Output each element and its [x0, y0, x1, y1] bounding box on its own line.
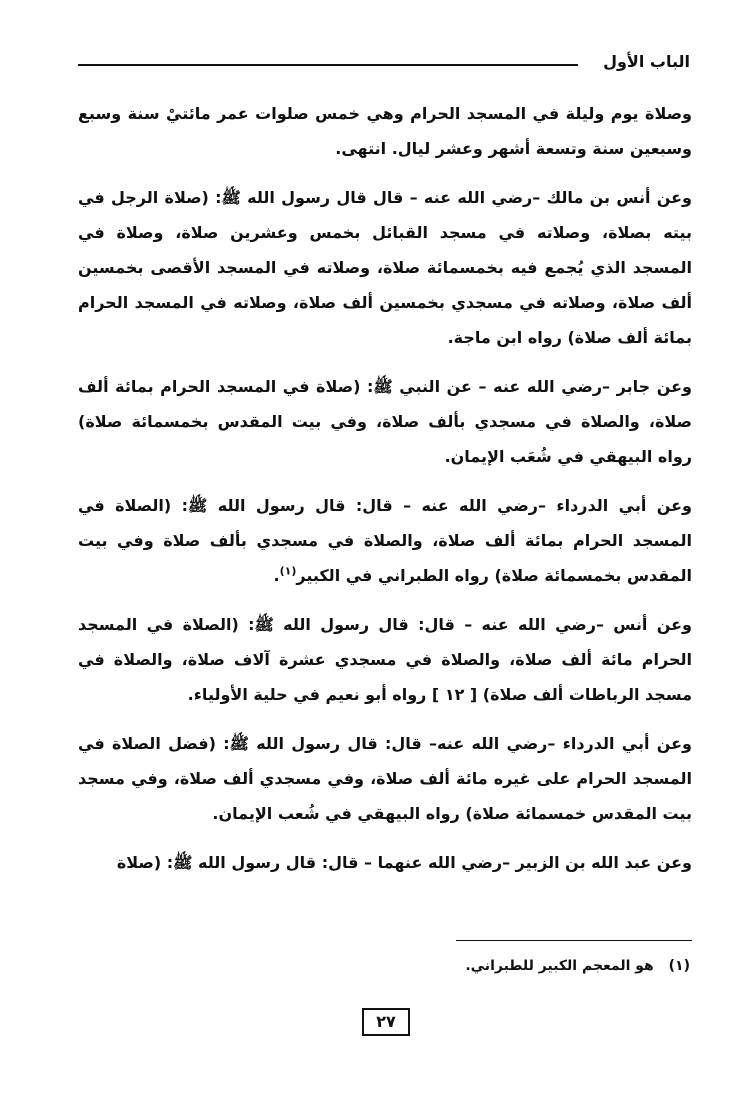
footnote-number: (١): [668, 958, 690, 974]
paragraph-text: وعن أبي الدرداء –رضي الله عنه – قال: قال رسول الله ﷺ: (الصلاة في المسجد الحرام بمائة ألف صلاة، والصلاة في مسجدي بألف صلاة وفي بيت المقدس بخمسمائة صلاة) رواه الطبراني في الكبير: [78, 496, 692, 585]
footnote-separator: [456, 940, 692, 941]
paragraph: وعن أنس بن مالك –رضي الله عنه – قال قال رسول الله ﷺ: (صلاة الرجل في بيته بصلاة، وصلاته في مسجد القبائل بخمس وعشرين صلاة، وصلاة في المسجد الذي يُجمع فيه بخمسمائة صلاة، وصلاته في المسجد الأقصى بخمسين ألف صلاة، وصلاته في مسجدي بخمسين ألف صلاة، وصلاته في المسجد الحرام بمائة ألف صلاة) رواه ابن ماجة.: [78, 188, 692, 347]
paragraph: وصلاة يوم وليلة في المسجد الحرام وهي خمس صلوات عمر مائتيْ سنة وسبع وسبعين سنة وتسعة أشهر وعشر ليال. انتهى.: [78, 104, 692, 158]
chapter-title: الباب الأول: [603, 52, 690, 71]
paragraph: وعن عبد الله بن الزبير –رضي الله عنهما – قال: قال رسول الله ﷺ: (صلاة: [116, 853, 692, 872]
footnote-text: هو المعجم الكبير للطبراني.: [465, 958, 654, 974]
footnote: [78, 958, 690, 974]
sentence-end: .: [273, 566, 280, 585]
paragraph: وعن أنس –رضي الله عنه – قال: قال رسول الله ﷺ: (الصلاة في المسجد الحرام مائة ألف صلاة، والصلاة في مسجدي عشرة آلاف صلاة، والصلاة في مسجد الرباطات ألف صلاة) [ ١٢ ] رواه أبو نعيم في حلية الأولياء.: [78, 615, 692, 704]
running-header: [78, 48, 690, 78]
paragraph-with-footnote: [78, 488, 692, 593]
main-text: [78, 96, 692, 894]
paragraph: وعن جابر –رضي الله عنه – عن النبي ﷺ: (صلاة في المسجد الحرام بمائة ألف صلاة، والصلاة في مسجدي بألف صلاة، وفي بيت المقدس بخمسمائة صلاة) رواه البيهقي في شُعَب الإيمان.: [78, 377, 692, 466]
footnote-reference[interactable]: (١): [279, 564, 297, 578]
paragraph: وعن أبي الدرداء –رضي الله عنه– قال: قال رسول الله ﷺ: (فضل الصلاة في المسجد الحرام على غيره مائة ألف صلاة، وفي مسجدي ألف صلاة، وفي مسجد بيت المقدس خمسمائة صلاة) رواه البيهقي في شُعب الإيمان.: [78, 734, 692, 823]
page-number: ٢٧: [362, 1008, 410, 1036]
header-rule: [78, 64, 578, 66]
